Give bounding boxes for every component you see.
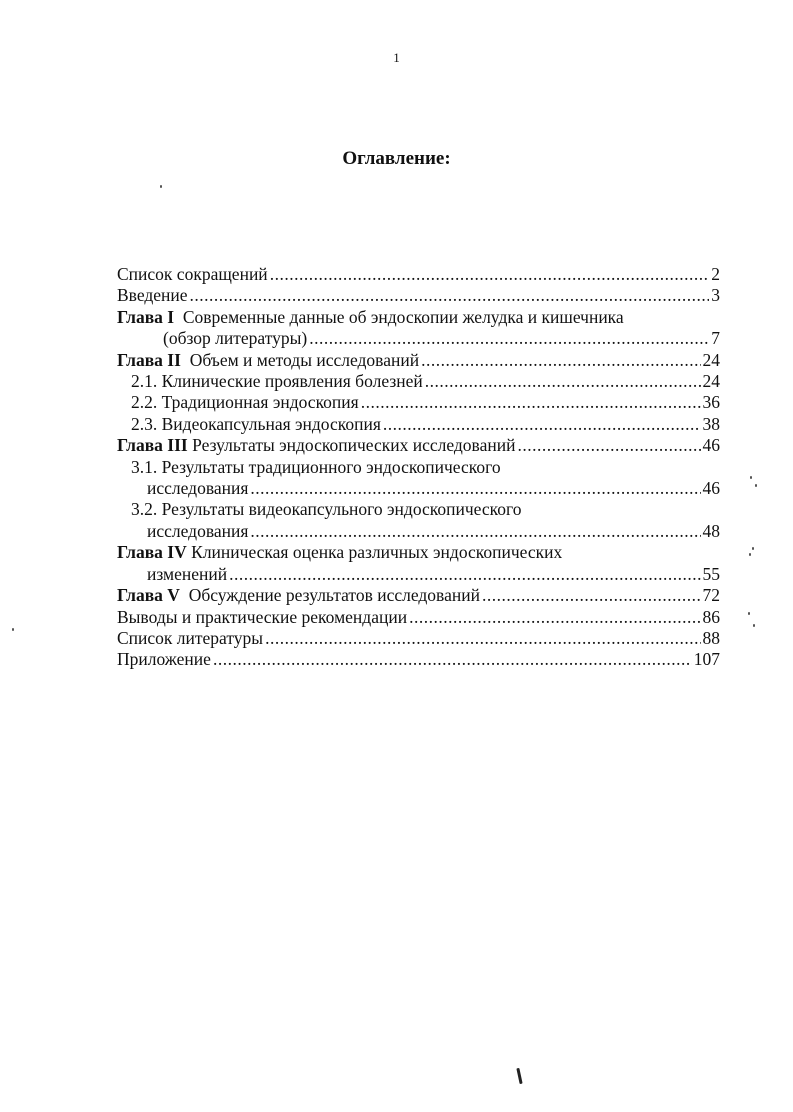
dot-leader: [213, 649, 692, 670]
toc-entry-text-cont: изменений: [147, 563, 228, 584]
toc-entry-section-2-2: [117, 392, 720, 413]
toc-entry-page: 24: [702, 349, 720, 370]
toc-entry-text: Список литературы: [117, 627, 264, 648]
toc-entry-text: 2.2. Традиционная эндоскопия: [131, 392, 359, 413]
toc-entry-page: 46: [702, 478, 720, 499]
chapter-label: Глава IV: [117, 542, 187, 563]
toc-entry-chapter-2: [117, 350, 720, 371]
dot-leader: [421, 350, 700, 371]
toc-entry-text: Результаты эндоскопических исследований: [192, 435, 516, 456]
dot-leader: [229, 564, 700, 585]
toc-entry-page: 86: [702, 606, 720, 627]
dot-leader: [482, 585, 701, 606]
toc-entry-section-3-1: [117, 457, 720, 478]
toc-entry-page: 107: [693, 649, 720, 670]
toc-entry-chapter-1-cont: [117, 328, 720, 349]
scan-speck: [12, 628, 14, 631]
table-of-contents: [117, 264, 720, 671]
toc-entry-page: 3: [711, 285, 720, 306]
toc-entry-conclusions: [117, 607, 720, 628]
toc-entry-text: Обсуждение результатов исследований: [188, 585, 480, 606]
chapter-label: Глава I: [117, 306, 175, 327]
toc-title: Оглавление:: [342, 148, 451, 169]
toc-entry-page: 7: [711, 328, 720, 349]
toc-entry-text: Введение: [117, 285, 188, 306]
toc-entry-section-3-1-cont: [117, 478, 720, 499]
toc-entry-chapter-1: [117, 307, 720, 328]
toc-entry-page: 72: [702, 585, 720, 606]
toc-entry-section-3-2: [117, 499, 720, 520]
toc-entry-text: 3.2. Результаты видеокапсульного эндоскопического: [131, 499, 522, 520]
dot-leader: [309, 328, 709, 349]
toc-entry-text: Клиническая оценка различных эндоскопических: [191, 542, 563, 563]
scan-speck: [755, 484, 757, 487]
toc-entry-references: [117, 628, 720, 649]
chapter-label: Глава V: [117, 585, 180, 606]
page-number: 1: [393, 50, 400, 65]
toc-entry-section-2-3: [117, 414, 720, 435]
toc-entry-chapter-4: [117, 542, 720, 563]
scan-speck: [749, 553, 751, 556]
dot-leader: [361, 392, 701, 413]
toc-entry-page: 38: [702, 413, 720, 434]
toc-entry-text: Современные данные об эндоскопии желудка и кишечника: [182, 306, 624, 327]
toc-entry-text-cont: (обзор литературы): [163, 328, 308, 349]
toc-entry-page: 48: [702, 520, 720, 541]
dot-leader: [265, 628, 700, 649]
scan-mark: [516, 1068, 522, 1084]
dot-leader: [250, 478, 700, 499]
toc-entry-page: 24: [702, 371, 720, 392]
toc-entry-appendix: [117, 649, 720, 670]
dot-leader: [409, 607, 700, 628]
toc-entry-section-2-1: [117, 371, 720, 392]
dot-leader: [425, 371, 701, 392]
dot-leader: [383, 414, 701, 435]
toc-entry-chapter-3: [117, 435, 720, 456]
dot-leader: [190, 285, 710, 306]
toc-entry-page: 88: [702, 627, 720, 648]
toc-entry-page: 2: [711, 264, 720, 284]
toc-entry-introduction: [117, 285, 720, 306]
toc-entry-text: Объем и методы исследований: [189, 349, 420, 370]
dot-leader: [270, 264, 710, 285]
toc-entry-text: 2.1. Клинические проявления болезней: [131, 371, 423, 392]
chapter-label: Глава II: [117, 349, 181, 370]
toc-entry-chapter-5: [117, 585, 720, 606]
scan-speck: [753, 624, 755, 627]
scan-speck: [748, 612, 750, 615]
toc-entry-section-3-2-cont: [117, 521, 720, 542]
scan-speck: [750, 476, 752, 479]
toc-entry-text-cont: исследования: [147, 478, 249, 499]
dot-leader: [517, 435, 700, 456]
toc-entry-text: Список сокращений: [117, 264, 268, 284]
toc-entry-text: Выводы и практические рекомендации: [117, 606, 408, 627]
toc-entry-text-cont: исследования: [147, 520, 249, 541]
toc-entry-page: 55: [702, 563, 720, 584]
toc-entry-abbreviations: [117, 264, 720, 285]
toc-entry-chapter-4-cont: [117, 564, 720, 585]
chapter-label: Глава III: [117, 435, 188, 456]
scan-speck: [160, 185, 162, 188]
toc-entry-text: Приложение: [117, 649, 211, 670]
dot-leader: [250, 521, 700, 542]
scan-speck: [752, 547, 754, 550]
toc-entry-text: 2.3. Видеокапсульная эндоскопия: [131, 413, 381, 434]
toc-entry-page: 46: [702, 435, 720, 456]
toc-entry-page: 36: [702, 392, 720, 413]
toc-entry-text: 3.1. Результаты традиционного эндоскопического: [131, 456, 501, 477]
